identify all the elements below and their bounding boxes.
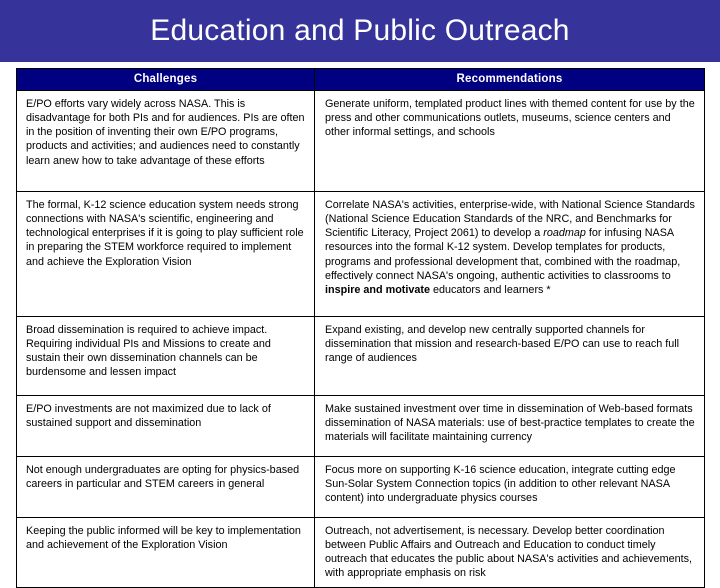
table-row	[17, 91, 705, 192]
recommendation-cell	[315, 192, 705, 317]
table-row	[17, 317, 705, 396]
challenge-cell: Not enough undergraduates are opting for physics-based careers in particular and STEM careers in general	[17, 457, 315, 518]
challenge-cell: E/PO investments are not maximized due to lack of sustained support and dissemination	[17, 396, 315, 457]
text-run: educators and learners *	[430, 283, 551, 296]
table-header-row	[17, 69, 705, 91]
slide-title-banner	[0, 0, 720, 62]
recommendation-cell: Generate uniform, templated product lines with themed content for use by the press and other communications outlets, museums, science centers and other informal settings, and schools	[315, 91, 705, 192]
challenge-cell: The formal, K-12 science education system needs strong connections with NASA's scientific, engineering and technological enterprises if it is going to play sufficient role in preparing the STEM workforce required to implement and achieve the Exploration Vision	[17, 192, 315, 317]
recommendation-cell: Outreach, not advertisement, is necessary. Develop better coordination between Public Affairs and Outreach and Education to conduct timely outreach that educates the public about NASA's activities and achievements, with appropriate emphasis on risk	[315, 518, 705, 588]
table-row	[17, 518, 705, 588]
table-row	[17, 396, 705, 457]
column-header-recommendations: Recommendations	[315, 69, 705, 91]
table-header	[17, 69, 705, 91]
recommendation-cell: Make sustained investment over time in dissemination of Web-based formats dissemination of NASA materials: use of best-practice templates to create the materials will facilitate maintaining currency	[315, 396, 705, 457]
challenge-cell: Broad dissemination is required to achieve impact. Requiring individual PIs and Missions to create and sustain their own dissemination channels can be burdensome and lessen impact	[17, 317, 315, 396]
text-run: for infusing NASA resources into the formal K-12 system. Develop templates for products, programs and professional development that, combined with the roadmap, effectively connect NASA's ongoing, authentic activities to classrooms to	[325, 227, 681, 282]
table-row	[17, 457, 705, 518]
text-run: inspire and motivate	[325, 283, 430, 296]
page-title: Education and Public Outreach	[150, 14, 570, 47]
challenge-cell: E/PO efforts vary widely across NASA. This is disadvantage for both PIs and for audiences. PIs are often in the position of inventing their own E/PO programs, products and activities; and audiences need to constantly learn anew how to take advantage of these efforts	[17, 91, 315, 192]
challenges-recommendations-table-wrapper	[16, 68, 704, 588]
column-header-challenges: Challenges	[17, 69, 315, 91]
recommendation-cell: Focus more on supporting K-16 science education, integrate cutting edge Sun-Solar System Connection topics (in addition to other relevant NASA content) into undergraduate physics courses	[315, 457, 705, 518]
challenges-recommendations-table	[16, 68, 705, 588]
recommendation-cell: Expand existing, and develop new centrally supported channels for dissemination that mission and research-based E/PO can use to reach full range of audiences	[315, 317, 705, 396]
text-run: roadmap	[543, 227, 586, 240]
text-run: Correlate NASA's activities, enterprise-wide, with National Science Standards (National Science Education Standards of the NRC, and Benchmarks for Scientific Literacy, Project 2061) to develop a	[325, 199, 695, 240]
table-body	[17, 91, 705, 588]
table-row	[17, 192, 705, 317]
challenge-cell: Keeping the public informed will be key to implementation and achievement of the Exploration Vision	[17, 518, 315, 588]
